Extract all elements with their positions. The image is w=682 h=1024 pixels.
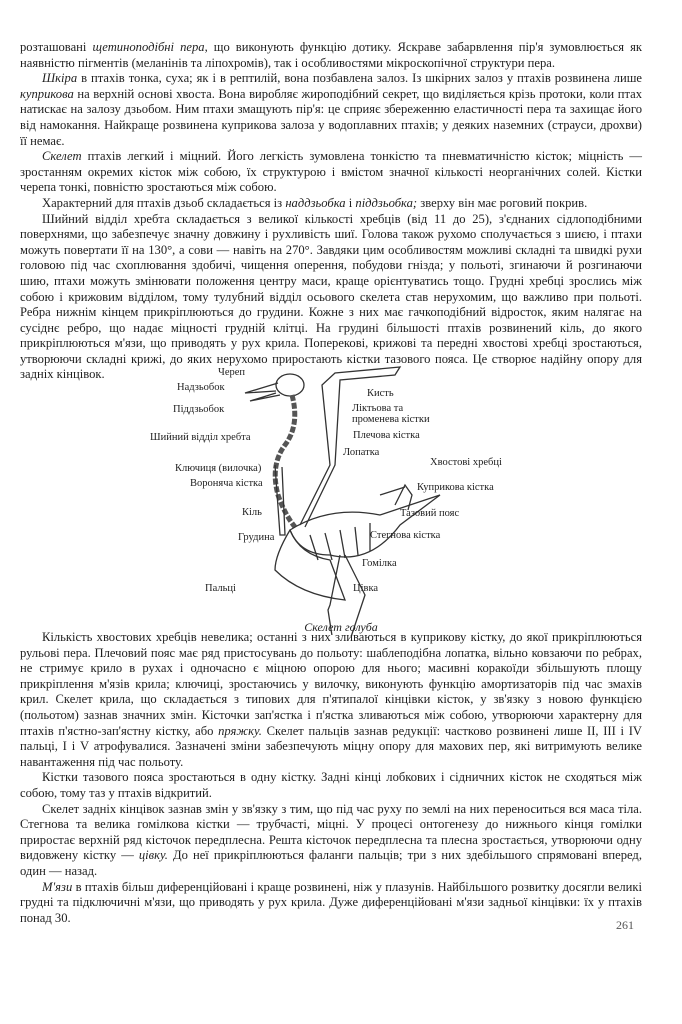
term: М'язи [42, 879, 73, 894]
page-number: 261 [616, 918, 634, 932]
label-ulna-2: променева кістки [352, 414, 430, 425]
paragraph-neck: Шийний відділ хребта складається з великої кількості хребців (від 11 до 25), з'єднаних сідлоподібними поверхнями, що забезпечує значну довжину і рухливість шиї. Голова також рухомо сполучається з шиєю, і птахи можуть повертати її на 130°, а сови — навіть на 270°. Завдяки цим особливостям можливі складні та швидкі рухи головою під час схоплювання здобичі, чищення оперення, побудови гнізда; у польоті, згинаючи й розгинаючи шию, птахи можуть змінювати положення центру маси, краще орієнтуватись тощо. Грудні хребці зрослись між собою і крижовим відділом, тому тулубний відділ осьового скелета став нерухомим, що важливо при польоті. Ребра нижнім кінцем прикріплюються до грудини. Кожне з них має гачкоподібний відросток, яким налягає на сусіднє ребро, що надає міцності грудній клітці. На грудині більшості птахів розвинений кіль, до якого прикріплюються м'язи, що приводять у рух крила. Поперекові, крижові та передні хвостові хребці зростаються, утворюючи складні крижі, до яких нерухомо приростають кістки тазового пояса. Це створює надійну опору для задніх кінцівок. [20, 211, 642, 382]
paragraph-tail-shoulder [20, 630, 642, 770]
label-keel: Кіль [242, 507, 262, 518]
label-coracoid: Вороняча кістка [190, 478, 263, 489]
text: , що виконують функцію дотику. Яскраве забарвлення пір'я зумовлюється як наявністю пігментів (меланінів та ліпохромів), так і особливостями мікроскопічної структури пера. [20, 40, 643, 70]
term: цівку. [138, 848, 168, 863]
text: і [345, 195, 356, 210]
label-femur: Стегнова кістка [370, 530, 441, 541]
label-sternum: Грудина [238, 532, 275, 543]
text: Кількість хвостових хребців невелика; останні з них зливаються в куприкову кістку, до якої прикріплюються рульові пера. Плечовий пояс має ряд пристосувань до польоту: шаблеподібна лопатка, вільно ковзаючи по ребрах, не стримує крило в рухах і одночасно є міцною опорою для нього; масивні коракоїди збільшують площу прикріплення м'язів крила; ключиці, зростаючись у вилочку, виконують функцію амортизаторів під час змахів крил. Скелет крила, що складається з типових для п'ятипалої кінцівки кісток, у зв'язку з новою функцією (польотом) зазнав значних змін. Кісточки зап'ястка і п'ястка зливаються між собою, утворюючи характерну для птахів п'ястно-зап'ястну кістку, або [20, 630, 642, 738]
term: піддзьобка; [355, 195, 418, 210]
label-tibia: Гомілка [362, 558, 397, 569]
text: в птахів тонка, суха; як і в рептилій, вона позбавлена залоз. Із шкірних залоз у птахів розвинена лише [77, 71, 642, 86]
label-lower-beak: Піддзьобок [173, 404, 225, 415]
term: Скелет [42, 149, 82, 164]
pigeon-skeleton-figure [0, 355, 682, 635]
label-clavicle: Ключиця (вилочка) [175, 463, 262, 474]
term: наддзьобка [285, 195, 346, 210]
label-scapula: Лопатка [343, 447, 380, 458]
text: птахів легкий і міцний. Його легкість зумовлена тонкістю та пневматичністю кісток; міцність — зростанням окремих кісток між собою, їх структурою і вмістом значної кількості неорганічних солей. Кістки черепа тонкі, повністю зростаються між собою. [20, 149, 642, 195]
text: До неї прикріплюються фаланги пальців; три з них здебільшого спрямовані вперед, один — назад. [20, 848, 642, 878]
text: Характерний для птахів дзьоб складається із [42, 195, 286, 210]
paragraph-skin [20, 71, 642, 149]
term: щетиноподібні пера [92, 40, 205, 54]
paragraph-hind-limbs [20, 802, 642, 880]
label-ulna-1: Ліктьова та [352, 403, 404, 414]
text: Скелет задніх кінцівок зазнав змін у зв'язку з тим, що під час руху по землі на них переноситься вся маса тіла. Стегнова та велика гомілкова кістки — трубчасті, міцні. У процесі онтогенезу до нижнього кінця гомілки приростає верхній ряд кісточок передплесна. Решта кісточок передплесна та плесна зростається, утворюючи одну видовжену кістку — [20, 801, 642, 863]
term: куприкова [20, 86, 74, 101]
bottom-text-block [20, 630, 642, 926]
figure-caption: Скелет голуба [304, 620, 378, 634]
term: Шкіра [42, 71, 78, 86]
paragraph-skeleton [20, 149, 642, 196]
text: зверху він має роговий покрив. [417, 195, 588, 210]
text: розташовані [20, 40, 93, 54]
paragraph-muscles [20, 880, 642, 927]
label-toes: Пальці [205, 583, 236, 594]
term: пряжку. [218, 723, 262, 738]
text: на верхній основі хвоста. Вона виробляє жироподібний секрет, що виділяється крізь протоки, коли птах натискає на залозу дзьобом. Ним птахи змащують пір'я: це сприяє збереженню еластичності пера та захищає його від намокання. Найкраще розвинена куприкова залоза у водоплавних птахів; у деяких наземних (страуси, дрохви) її немає. [20, 86, 642, 148]
label-hand: Кисть [367, 388, 394, 399]
label-tarsus: Цівка [353, 583, 379, 594]
text: в птахів більш диференційовані і краще розвинені, ніж у плазунів. Найбільшого розвитку досягли великі грудні та підключичні м'язи, що приводять у рух крила. Дуже диференційовані м'язи задньої кінцівки: їх у птахів понад 30. [20, 879, 642, 925]
label-neck: Шийний відділ хребта [150, 432, 251, 443]
text: Скелет пальців зазнав редукції: частково розвинені лише II, III і IV пальці, I і V атрофувалися. Зазначені зміни забезпечують міцну опору для махових пер, які витримують велике навантаження під час польоту. [20, 723, 642, 769]
paragraph-pelvis: Кістки тазового пояса зростаються в одну кістку. Задні кінці лобкових і сідничних кісток не сходяться між собою, тому таз у птахів відкритий. [20, 770, 642, 800]
label-upper-beak: Надзьобок [177, 382, 225, 393]
label-tail-vertebrae: Хвостові хребці [430, 457, 502, 468]
paragraph-feathers [20, 40, 642, 71]
paragraph-beak [20, 196, 642, 212]
label-humerus: Плечова кістка [353, 430, 420, 441]
label-pelvis: Тазовий пояс [400, 508, 460, 519]
label-pygostyle: Куприкова кістка [417, 482, 494, 493]
label-skull: Череп [218, 367, 246, 378]
pigeon-skeleton-drawing [0, 355, 682, 635]
top-text-block [20, 40, 642, 383]
